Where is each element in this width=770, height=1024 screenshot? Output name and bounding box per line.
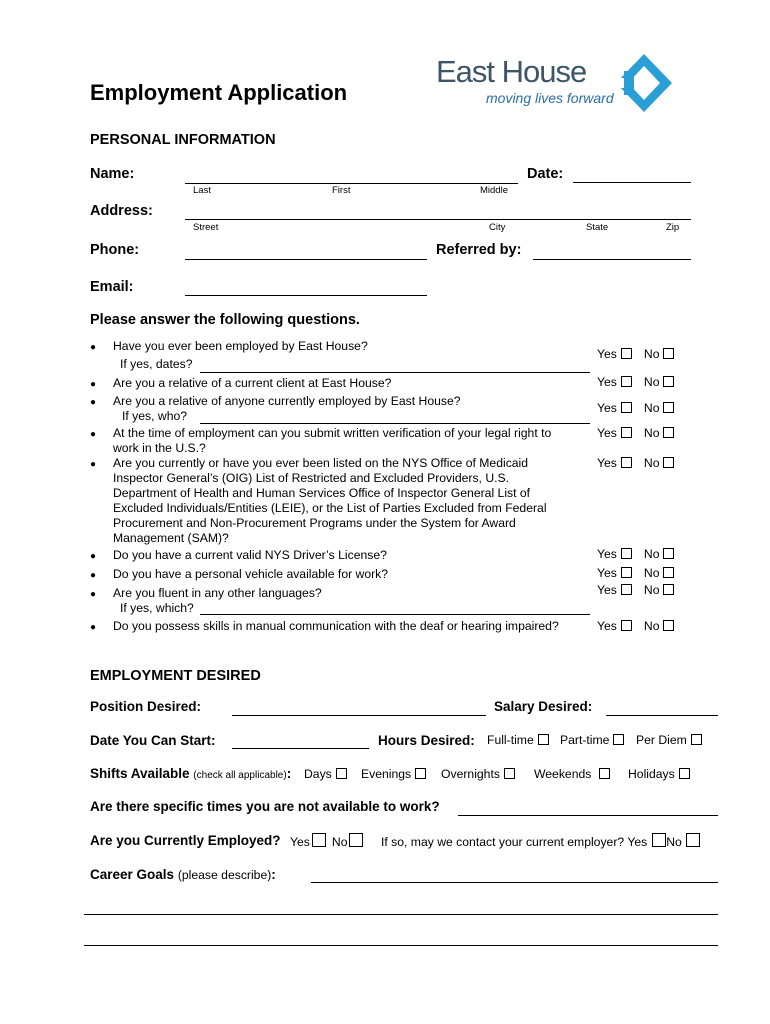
overnights-label: Overnights — [441, 767, 500, 781]
contact-no-label: No — [666, 835, 682, 849]
q6-no-checkbox[interactable] — [663, 548, 674, 559]
name-field[interactable] — [185, 183, 518, 184]
q5-yes-checkbox[interactable] — [621, 457, 632, 468]
no-label: No — [643, 375, 660, 389]
days-checkbox[interactable] — [336, 768, 347, 779]
address-sub-city: City — [489, 222, 506, 233]
yes-label: Yes — [597, 426, 617, 440]
q1-yes-checkbox[interactable] — [621, 348, 632, 359]
start-date-label: Date You Can Start: — [90, 733, 216, 748]
per-diem-label: Per Diem — [636, 733, 687, 747]
logo-name: East House — [436, 54, 587, 89]
name-sub-first: First — [332, 185, 351, 196]
shifts-colon: : — [286, 766, 292, 781]
q9-yes-no — [597, 619, 674, 633]
yes-label: Yes — [597, 401, 617, 415]
yes-label: Yes — [597, 583, 617, 597]
bullet: ● — [90, 342, 97, 353]
q6-yes-no — [597, 547, 674, 561]
employment-heading: EMPLOYMENT DESIRED — [90, 668, 261, 684]
bullet: ● — [90, 459, 97, 470]
career-goals-field[interactable] — [311, 882, 718, 883]
question-4-line-2: work in the U.S.? — [113, 441, 206, 455]
no-label: No — [643, 401, 660, 415]
q1-no-checkbox[interactable] — [663, 348, 674, 359]
position-field[interactable] — [232, 715, 486, 716]
yes-label: Yes — [597, 566, 617, 580]
q4-yes-checkbox[interactable] — [621, 427, 632, 438]
evenings-label: Evenings — [361, 767, 412, 781]
question-5-line-2: Inspector General’s (OIG) List of Restricted and Excluded Providers, U.S. — [113, 471, 510, 485]
q1-yes-no — [597, 347, 674, 361]
bullet: ● — [90, 570, 97, 581]
bullet: ● — [90, 379, 97, 390]
bullet: ● — [90, 551, 97, 562]
personal-heading: PERSONAL INFORMATION — [90, 132, 276, 148]
hours-full-time — [487, 733, 549, 747]
weekends-label: Weekends — [534, 767, 592, 781]
no-label: No — [643, 547, 660, 561]
shifts-label — [90, 766, 291, 781]
shifts-note: (check all applicable) — [193, 770, 287, 781]
q4-no-checkbox[interactable] — [663, 427, 674, 438]
email-label: Email: — [90, 279, 134, 295]
bullet: ● — [90, 397, 97, 408]
weekends-checkbox[interactable] — [599, 768, 610, 779]
evenings-checkbox[interactable] — [415, 768, 426, 779]
question-3: Are you a relative of anyone currently employed by East House? — [113, 394, 461, 408]
q8-yes-checkbox[interactable] — [621, 584, 632, 595]
logo-tagline: moving lives forward — [486, 90, 614, 106]
question-2: Are you a relative of a current client at East House? — [113, 376, 392, 390]
yes-label: Yes — [597, 547, 617, 561]
questions-heading: Please answer the following questions. — [90, 312, 360, 328]
question-1-sub: If yes, dates? — [120, 357, 193, 371]
q3-no-checkbox[interactable] — [663, 402, 674, 413]
unavailable-label: Are there specific times you are not available to work? — [90, 799, 440, 814]
email-field[interactable] — [185, 295, 427, 296]
career-goals-colon: : — [271, 867, 276, 882]
shift-evenings — [361, 767, 426, 781]
employed-options — [290, 833, 363, 849]
shifts-label-text: Shifts Available — [90, 766, 190, 781]
employed-yes-checkbox[interactable] — [312, 833, 326, 847]
no-label: No — [643, 566, 660, 580]
q5-no-checkbox[interactable] — [663, 457, 674, 468]
address-sub-zip: Zip — [666, 222, 680, 233]
per-diem-checkbox[interactable] — [691, 734, 702, 745]
start-date-field[interactable] — [232, 748, 369, 749]
question-4-line-1: At the time of employment can you submit written verification of your legal right to — [113, 426, 552, 440]
full-time-checkbox[interactable] — [538, 734, 549, 745]
q8-languages-field[interactable] — [200, 614, 590, 615]
question-9: Do you possess skills in manual communication with the deaf or hearing impaired? — [113, 619, 559, 633]
salary-label: Salary Desired: — [494, 699, 593, 714]
q8-no-checkbox[interactable] — [663, 584, 674, 595]
referred-label: Referred by: — [436, 242, 522, 258]
bullet: ● — [90, 622, 97, 633]
currently-employed-label: Are you Currently Employed? — [90, 833, 281, 848]
question-5-line-4: Excluded Individuals/Entities (LEIE), or the List of Parties Excluded from Federal — [113, 501, 547, 515]
career-goals-text: Career Goals — [90, 867, 175, 882]
no-label: No — [643, 347, 660, 361]
q7-yes-no — [597, 566, 674, 580]
question-8-sub: If yes, which? — [120, 601, 194, 615]
unavailable-field[interactable] — [458, 815, 718, 816]
q7-no-checkbox[interactable] — [663, 567, 674, 578]
yes-label: Yes — [597, 375, 617, 389]
employed-yes-label: Yes — [290, 835, 310, 849]
days-label: Days — [304, 767, 332, 781]
career-goals-line-2[interactable] — [84, 914, 718, 915]
shift-holidays — [628, 767, 690, 781]
employed-no-label: No — [331, 835, 348, 849]
question-5-line-1: Are you currently or have you ever been listed on the NYS Office of Medicaid — [113, 456, 529, 470]
career-goals-line-3[interactable] — [84, 945, 718, 946]
q6-yes-checkbox[interactable] — [621, 548, 632, 559]
q2-no-checkbox[interactable] — [663, 376, 674, 387]
no-label: No — [643, 619, 660, 633]
q5-yes-no — [597, 456, 674, 470]
question-5-line-5: Procurement and Non-Procurement Programs under the System for Award — [113, 516, 516, 530]
contact-no-checkbox[interactable] — [686, 833, 700, 847]
q3-yes-no — [597, 401, 674, 415]
no-label: No — [643, 456, 660, 470]
question-5-line-6: Management (SAM)? — [113, 531, 229, 545]
contact-employer — [381, 833, 700, 849]
bullet: ● — [90, 589, 97, 600]
page-title: Employment Application — [90, 80, 348, 105]
referred-field[interactable] — [533, 259, 691, 260]
q3-yes-checkbox[interactable] — [621, 402, 632, 413]
phone-field[interactable] — [185, 259, 427, 260]
q7-yes-checkbox[interactable] — [621, 567, 632, 578]
bullet: ● — [90, 429, 97, 440]
full-time-label: Full-time — [487, 733, 534, 747]
hours-label: Hours Desired: — [378, 733, 475, 748]
q4-yes-no — [597, 426, 674, 440]
part-time-checkbox[interactable] — [613, 734, 624, 745]
q1-dates-field[interactable] — [200, 372, 590, 373]
question-7: Do you have a personal vehicle available for work? — [113, 567, 389, 581]
question-5-line-3: Department of Health and Human Services Office of Inspector General List of — [113, 486, 531, 500]
q9-no-checkbox[interactable] — [663, 620, 674, 631]
hours-per-diem — [636, 733, 702, 747]
contact-yes-checkbox[interactable] — [652, 833, 666, 847]
yes-label: Yes — [597, 347, 617, 361]
employed-no-checkbox[interactable] — [349, 833, 363, 847]
address-label: Address: — [90, 203, 153, 219]
date-label: Date: — [527, 166, 564, 182]
address-sub-street: Street — [193, 222, 219, 233]
holidays-checkbox[interactable] — [679, 768, 690, 779]
name-sub-last: Last — [193, 185, 211, 196]
no-label: No — [643, 583, 660, 597]
question-1: Have you ever been employed by East House? — [113, 339, 368, 353]
q3-who-field[interactable] — [200, 423, 590, 424]
question-6: Do you have a current valid NYS Driver’s License? — [113, 548, 387, 562]
phone-label: Phone: — [90, 242, 140, 258]
q9-yes-checkbox[interactable] — [621, 620, 632, 631]
name-label: Name: — [90, 166, 135, 182]
overnights-checkbox[interactable] — [504, 768, 515, 779]
name-sub-middle: Middle — [480, 185, 508, 196]
hours-part-time — [560, 733, 624, 747]
no-label: No — [643, 426, 660, 440]
question-8: Are you fluent in any other languages? — [113, 586, 322, 600]
yes-label: Yes — [597, 619, 617, 633]
contact-employer-label: If so, may we contact your current employer? Yes — [381, 835, 648, 849]
address-field[interactable] — [185, 219, 691, 220]
part-time-label: Part-time — [560, 733, 610, 747]
holidays-label: Holidays — [628, 767, 675, 781]
yes-label: Yes — [597, 456, 617, 470]
q8-yes-no — [597, 583, 674, 597]
salary-field[interactable] — [606, 715, 718, 716]
position-label: Position Desired: — [90, 699, 202, 714]
logo-arrow-icon — [614, 52, 674, 114]
date-field[interactable] — [573, 182, 691, 183]
career-goals-label — [90, 867, 276, 882]
career-goals-note: (please describe) — [177, 868, 272, 882]
question-3-sub: If yes, who? — [122, 409, 188, 423]
shift-days — [304, 767, 347, 781]
q2-yes-no — [597, 375, 674, 389]
q2-yes-checkbox[interactable] — [621, 376, 632, 387]
shift-overnights — [441, 767, 515, 781]
address-sub-state: State — [586, 222, 609, 233]
shift-weekends — [534, 767, 610, 781]
east-house-logo — [436, 52, 676, 116]
